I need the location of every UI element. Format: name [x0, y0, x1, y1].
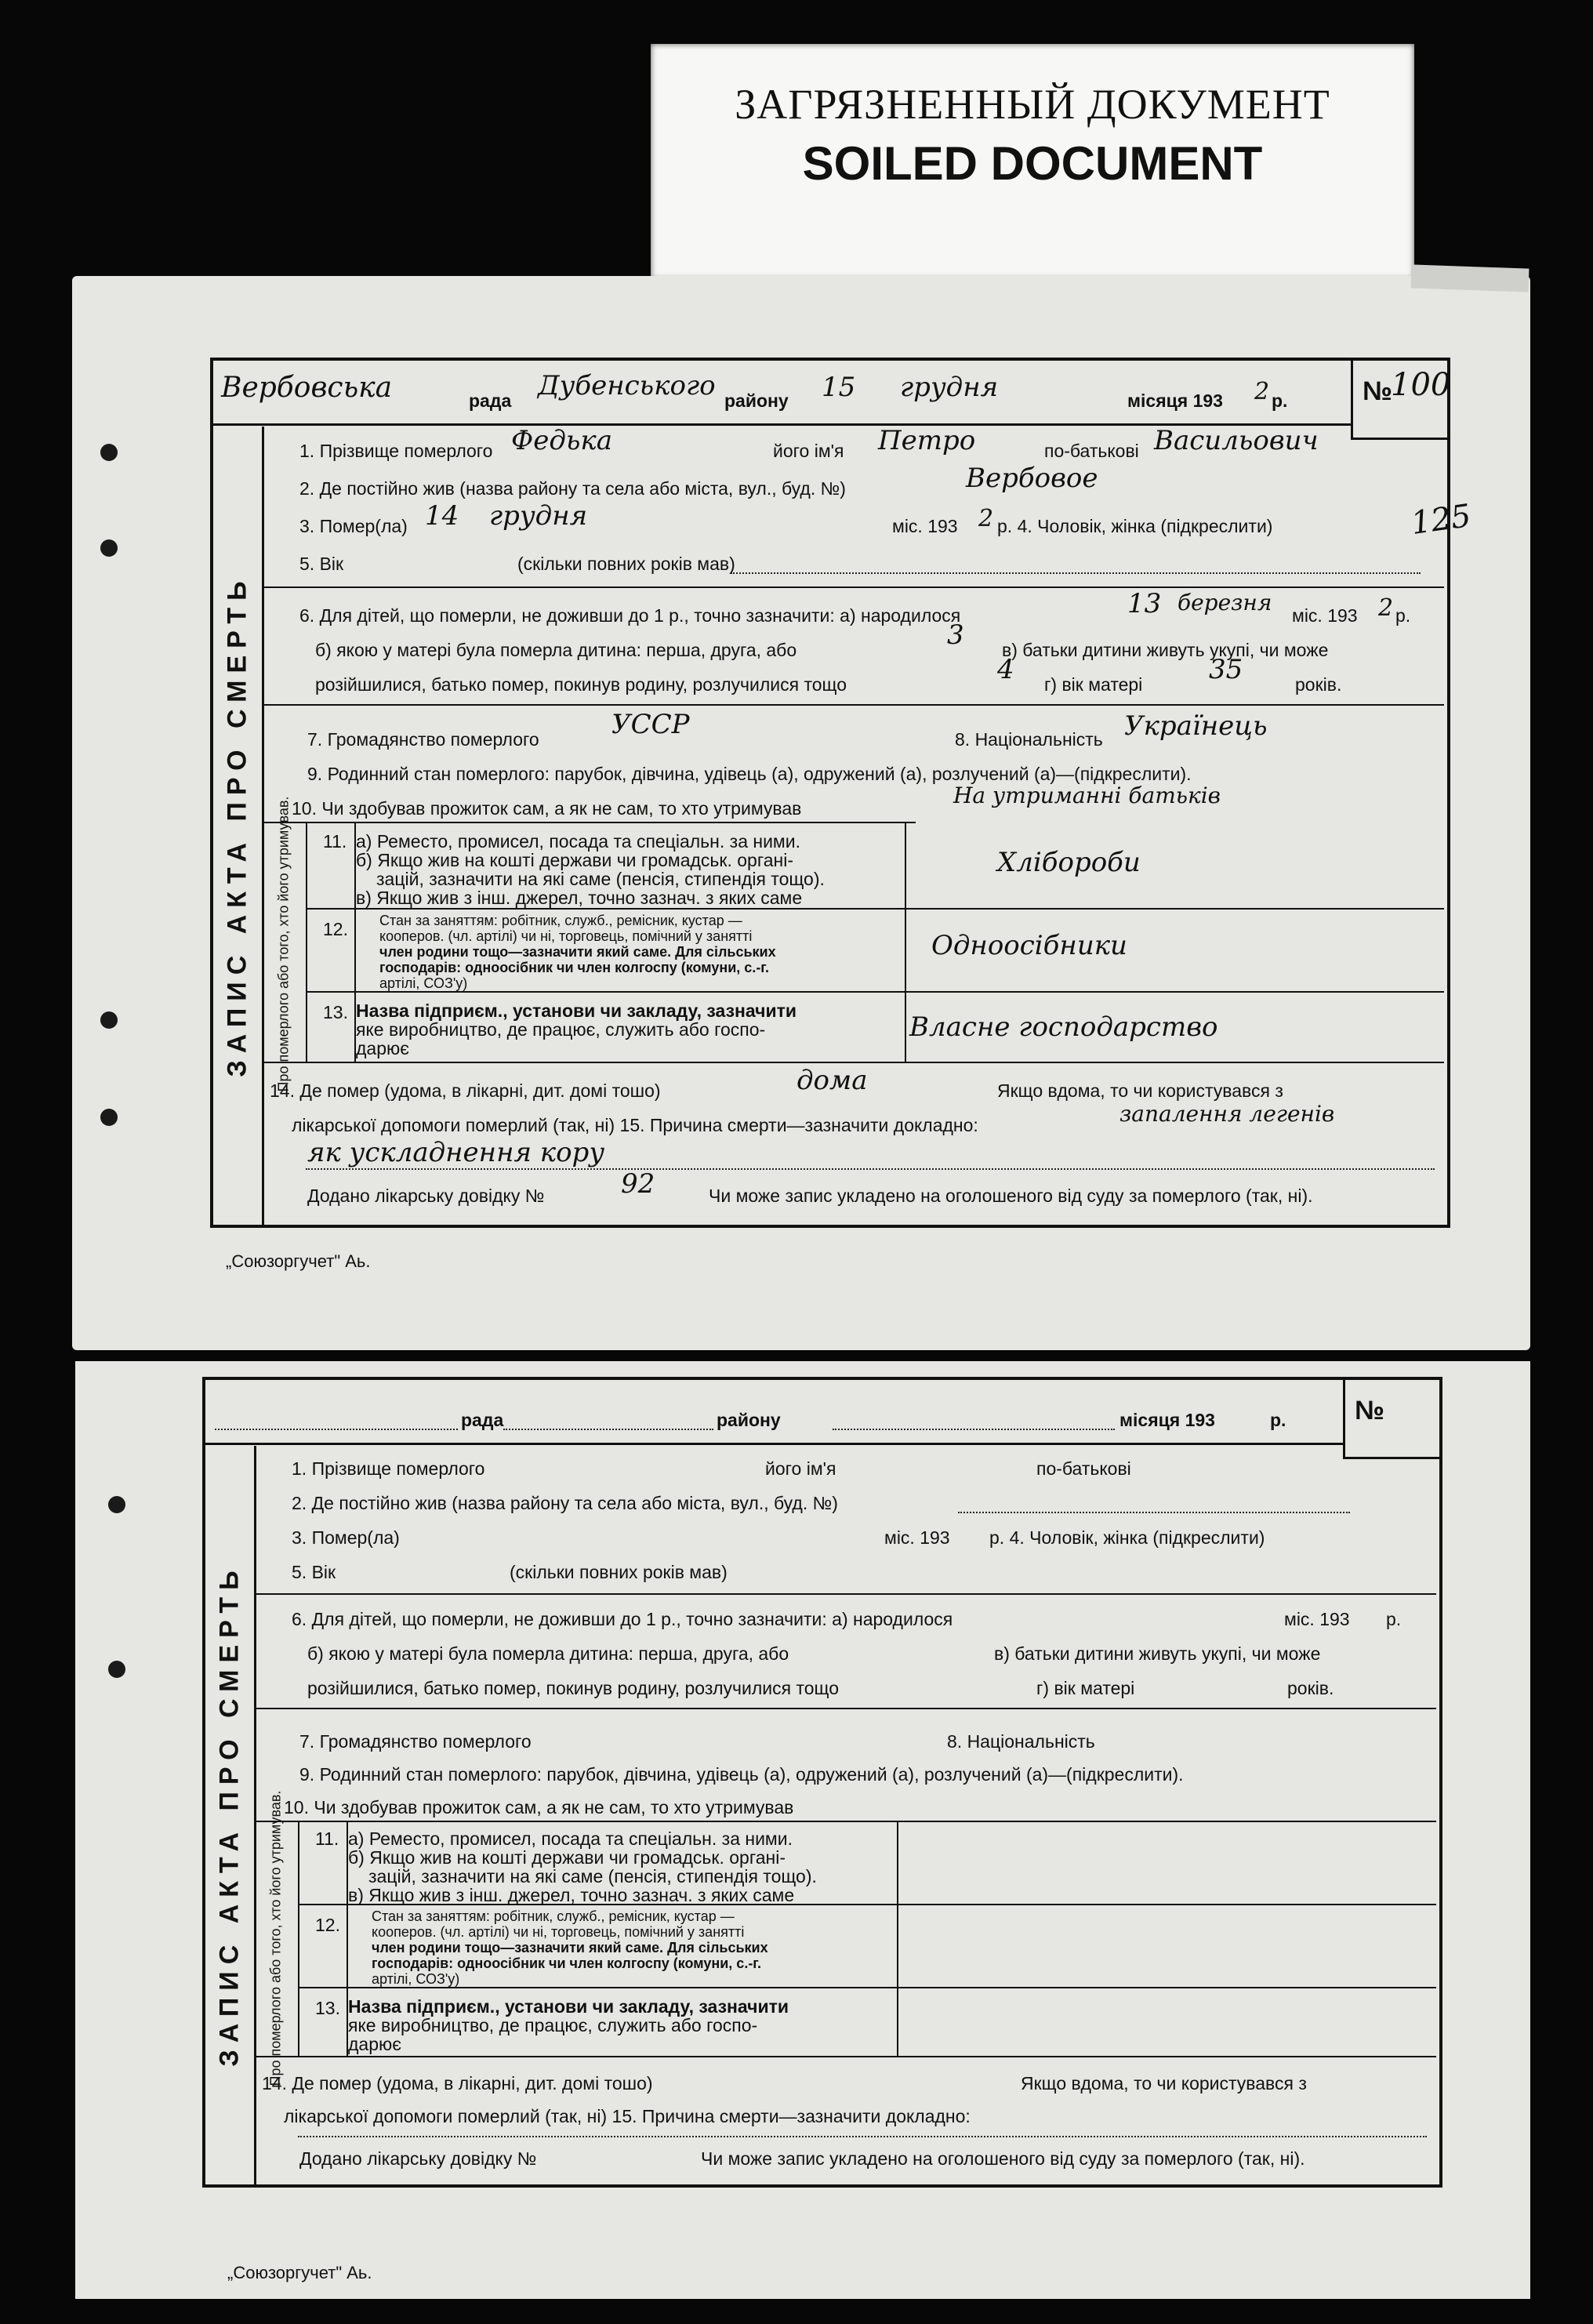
- place-of-death-value: дома: [796, 1065, 868, 1096]
- died-year-digit: 2: [978, 505, 994, 532]
- stamp-title-ru: ЗАГРЯЗНЕННЫЙ ДОКУМЕНТ: [735, 81, 1330, 128]
- label-patronymic: по-батькові: [1036, 1458, 1131, 1479]
- label-nationality: 8. Національність: [955, 729, 1103, 750]
- label-mother-age: г) вік матері: [1044, 674, 1143, 695]
- side-support-label: Про померлого або того, хто його утримував.: [267, 1790, 284, 2086]
- raion-value: Дубенського: [538, 370, 716, 401]
- divider: [262, 704, 1444, 706]
- label-12a: Стан за заняттям: робітник, служб., ремісник, кустар —: [372, 1908, 735, 1924]
- label-if-home: Якщо вдома, то чи користувався з: [997, 1080, 1283, 1101]
- label-years: років.: [1295, 674, 1342, 695]
- table-bottom: [254, 2056, 1436, 2057]
- label-11c: в) Якщо жив з інш. джерел, точно зазнач. з яких саме: [356, 888, 803, 908]
- label-age-note: (скільки повних років мав): [517, 554, 735, 574]
- label-died-month: міс. 193: [884, 1527, 950, 1548]
- label-born-r: р.: [1395, 605, 1411, 626]
- born-year-digit: 2: [1378, 594, 1394, 622]
- cause-line: [306, 1168, 1435, 1170]
- age-line: [731, 572, 1421, 574]
- year-suffix: р.: [1270, 1410, 1286, 1430]
- day-value: 15: [822, 372, 856, 403]
- label-child-order: б) якою у матері була померла дитина: перша, друга, або: [315, 640, 797, 660]
- label-surname: 1. Прізвище померлого: [292, 1458, 485, 1479]
- residence-value: Вербовое: [966, 463, 1098, 494]
- record-number-label: №: [1363, 376, 1392, 406]
- record-number-box: [1351, 361, 1451, 440]
- label-11b2: зацій, зазначити на які саме (пенсія, стипендія тощо).: [376, 869, 825, 889]
- label-died: 3. Помер(ла): [299, 516, 408, 536]
- label-born: 6. Для дітей, що померли, не доживши до 1 р., точно зазначити: а) народилося: [299, 605, 961, 626]
- label-age: 5. Вік: [292, 1562, 336, 1582]
- label-11b: б) Якщо жив на коштi держави чи громадськ. органі-: [356, 850, 793, 870]
- label-13a: Назва підприєм., установи чи закладу, зазначити: [356, 1000, 797, 1021]
- label-12e: артілі, СОЗ'у): [379, 975, 468, 991]
- died-month-value: грудня: [489, 500, 588, 532]
- label-marital: 9. Родинний стан померлого: парубок, дівчина, удівець (а), одружений (а), розлучений (а)—(підкреслити).: [307, 764, 1192, 784]
- label-citizenship: 7. Громадянство померлого: [299, 1731, 532, 1752]
- label-place-of-death: 14. Де помер (удома, в лікарні, дит. домі тошо): [262, 2073, 653, 2093]
- name-value: Петро: [878, 425, 976, 456]
- rada-label: рада: [461, 1410, 504, 1430]
- soiled-document-stamp: [651, 44, 1414, 279]
- form-header: [213, 361, 1353, 426]
- footer-imprint: „Союзоргучет" Аь.: [227, 2263, 372, 2282]
- label-12d: господарів: одноосібник чи член колгоспу (комуни, с.-г.: [372, 1955, 762, 1971]
- label-born: 6. Для дітей, що померли, не доживши до 1 р., точно зазначити: а) народилося: [292, 1609, 953, 1629]
- label-certificate: Додано лікарську довідку №: [307, 1186, 545, 1206]
- label-died-month: міс. 193: [892, 516, 958, 536]
- patronymic-value: Васильович: [1154, 425, 1319, 456]
- label-12d: господарів: одноосібник чи член колгоспу (комуни, с.-г.: [379, 960, 770, 975]
- label-13: 13.: [315, 1998, 340, 2018]
- label-12: 12.: [323, 919, 348, 939]
- sidebar-title: ЗАПИС АКТА ПРО СМЕРТЬ: [214, 1563, 245, 2067]
- label-cause: лікарської допомоги померлий (так, ні) 15. Причина смерти—зазначити докладно:: [284, 2106, 971, 2126]
- sidebar-title: ЗАПИС АКТА ПРО СМЕРТЬ: [222, 574, 252, 1077]
- table-col: [306, 822, 307, 1062]
- label-12c: член родини тощо—зазначити який саме. Для сільських: [379, 944, 776, 960]
- table-bottom: [262, 1062, 1444, 1063]
- label-11: 11.: [315, 1828, 339, 1849]
- parents-value: 4: [997, 654, 1014, 685]
- table-row-line: [298, 1987, 1436, 1988]
- table-left: [262, 822, 263, 1062]
- born-day-value: 13: [1127, 588, 1162, 619]
- label-court: Чи може запис укладено на оголошеного від суду за померлого (так, ні).: [709, 1186, 1313, 1206]
- label-born-r: р.: [1386, 1609, 1402, 1629]
- label-born-month: міс. 193: [1284, 1609, 1350, 1629]
- label-age: 5. Вік: [299, 554, 344, 574]
- label-age-note: (скільки повних років мав): [510, 1562, 728, 1582]
- label-parents: в) батьки дитини живуть укупі, чи може: [994, 1643, 1321, 1664]
- year-digit-value: 2: [1254, 378, 1270, 405]
- cause-value-1: запалення легенів: [1119, 1101, 1335, 1127]
- punch-hole: [108, 1661, 125, 1678]
- label-parents-cont: розійшилися, батько помер, покинув родину, розлучилися тощо: [315, 674, 847, 695]
- month-line: [833, 1429, 1115, 1430]
- workplace-value: Власне господарство: [909, 1011, 1218, 1043]
- year-suffix: р.: [1272, 390, 1288, 411]
- label-11a: а) Реместо, промисел, посада та спеціальн. за ними.: [348, 1828, 793, 1849]
- label-place-of-death: 14. Де помер (удома, в лікарні, дит. домі тошо): [270, 1080, 661, 1101]
- surname-value: Федька: [511, 425, 612, 456]
- table-col: [298, 1821, 299, 2056]
- label-born-month: міс. 193: [1292, 605, 1358, 626]
- form-sidebar: [213, 427, 264, 1225]
- raion-label: району: [724, 390, 789, 411]
- death-record-form-filled: [210, 358, 1450, 1228]
- label-surname: 1. Прізвище померлого: [299, 441, 493, 461]
- label-certificate: Додано лікарську довідку №: [299, 2148, 537, 2169]
- raion-label: району: [717, 1410, 781, 1430]
- punch-hole: [100, 1011, 118, 1029]
- label-died: 3. Помер(ла): [292, 1527, 400, 1548]
- month-label: місяця 193: [1119, 1410, 1215, 1430]
- citizenship-value: УССР: [611, 709, 690, 740]
- label-years: років.: [1287, 1678, 1334, 1698]
- label-cause: лікарської допомоги померлий (так, ні) 15. Причина смерти—зазначити докладно:: [292, 1115, 978, 1135]
- label-13b: яке виробництво, де працює, служить або госпо-: [356, 1019, 766, 1040]
- label-if-home: Якщо вдома, то чи користувався з: [1021, 2073, 1307, 2093]
- label-residence: 2. Де постійно жив (назва району та села або міста, вул., буд. №): [292, 1493, 838, 1513]
- footer-imprint: „Союзоргучет" Аь.: [226, 1251, 371, 1271]
- table-row-line: [905, 908, 1444, 910]
- label-gender: р. 4. Чоловік, жінка (підкреслити): [989, 1527, 1265, 1548]
- stamp-title-en: SOILED DOCUMENT: [802, 137, 1263, 190]
- label-12c: член родини тощо—зазначити який саме. Для сільських: [372, 1940, 768, 1955]
- died-day-value: 14: [425, 500, 459, 532]
- label-name: його ім'я: [765, 1458, 836, 1479]
- table-col: [897, 1821, 898, 2056]
- label-supported: 10. Чи здобував прожиток сам, а як не сам, то хто утримував: [292, 798, 802, 819]
- label-child-order: б) якою у матері була померла дитина: перша, друга, або: [307, 1643, 789, 1664]
- table-top: [262, 822, 916, 823]
- label-13a: Назва підприєм., установи чи закладу, зазначити: [348, 1996, 789, 2017]
- divider: [262, 586, 1444, 588]
- supported-value: На утриманні батьків: [953, 783, 1221, 808]
- label-11b: б) Якщо жив на коштi держави чи громадськ. органі-: [348, 1847, 786, 1868]
- nationality-value: Українець: [1124, 710, 1268, 742]
- label-13b: яке виробництво, де працює, служить або госпо-: [348, 2015, 758, 2035]
- month-value: грудня: [900, 372, 999, 403]
- label-citizenship: 7. Громадянство померлого: [307, 729, 539, 750]
- month-label: місяця 193: [1127, 390, 1223, 411]
- record-number-label: №: [1355, 1396, 1384, 1425]
- label-parents: в) батьки дитини живуть укупі, чи може: [1002, 640, 1329, 660]
- label-supported: 10. Чи здобував прожиток сам, а як не сам, то хто утримував: [284, 1797, 794, 1817]
- label-13: 13.: [323, 1002, 348, 1022]
- label-parents-cont: розійшилися, батько помер, покинув родину, розлучилися тощо: [307, 1678, 839, 1698]
- label-12: 12.: [315, 1915, 340, 1935]
- label-nationality: 8. Національність: [947, 1731, 1095, 1752]
- label-12e: артілі, СОЗ'у): [372, 1971, 460, 1987]
- label-11c: в) Якщо жив з інш. джерел, точно зазнач. з яких саме: [348, 1885, 795, 1905]
- punch-hole: [100, 539, 118, 557]
- status-value: Одноосібники: [931, 930, 1127, 961]
- label-13c: дарює: [348, 2034, 401, 2054]
- label-name: його ім'я: [773, 441, 844, 461]
- label-mother-age: г) вік матері: [1036, 1678, 1135, 1698]
- divider: [254, 1708, 1436, 1709]
- label-residence: 2. Де постійно жив (назва району та села або міста, вул., буд. №): [299, 478, 846, 499]
- raion-line: [503, 1429, 713, 1430]
- label-11a: а) Реместо, промисел, посада та спеціальн. за ними.: [356, 831, 800, 852]
- punch-hole: [108, 1496, 125, 1513]
- form-header: [205, 1380, 1345, 1445]
- child-order-value: 3: [947, 619, 964, 651]
- table-row-line: [905, 991, 1444, 993]
- punch-hole: [100, 1109, 118, 1126]
- divider: [254, 1593, 1436, 1595]
- label-12b: кооперов. (чл. артілі) чи ні, торговець, помічний у занятті: [379, 928, 753, 944]
- cause-value-2: як ускладнення кору: [307, 1137, 605, 1168]
- cause-line: [298, 2136, 1427, 2137]
- occupation-value: Хлібороби: [997, 847, 1141, 878]
- label-11: 11.: [323, 831, 347, 852]
- label-court: Чи може запис укладено на оголошеного від суду за померлого (так, ні).: [701, 2148, 1305, 2169]
- label-11b2: зацій, зазначити на які саме (пенсія, стипендія тощо).: [368, 1866, 817, 1886]
- paper-edge: [1411, 264, 1529, 292]
- village-value: Вербовська: [221, 372, 393, 404]
- label-13c: дарює: [356, 1038, 409, 1059]
- punch-hole: [100, 444, 118, 461]
- death-record-form-blank: [202, 1377, 1442, 2188]
- rada-label: рада: [469, 390, 512, 411]
- mother-age-value: 35: [1209, 654, 1243, 685]
- label-gender: р. 4. Чоловік, жінка (підкреслити): [997, 516, 1273, 536]
- residence-line: [958, 1512, 1350, 1513]
- form-sidebar: [205, 1446, 256, 2184]
- born-month-value: березня: [1178, 590, 1272, 615]
- label-patronymic: по-батькові: [1044, 441, 1139, 461]
- rada-line: [215, 1429, 458, 1430]
- label-12b: кооперов. (чл. артілі) чи ні, торговець, помічний у занятті: [372, 1924, 745, 1940]
- certificate-value: 92: [621, 1168, 655, 1200]
- record-number-box: [1343, 1380, 1439, 1459]
- record-number-value: 100: [1391, 367, 1451, 403]
- label-marital: 9. Родинний стан померлого: парубок, дівчина, удівець (а), одружений (а), розлучений (а)—(підкреслити).: [299, 1764, 1184, 1785]
- side-support-label: Про померлого або того, хто його утримував.: [275, 796, 292, 1092]
- table-col: [905, 822, 906, 1062]
- label-12a: Стан за заняттям: робітник, служб., ремісник, кустар —: [379, 913, 742, 928]
- margin-number: 125: [1409, 497, 1474, 543]
- table-top: [254, 1821, 1436, 1822]
